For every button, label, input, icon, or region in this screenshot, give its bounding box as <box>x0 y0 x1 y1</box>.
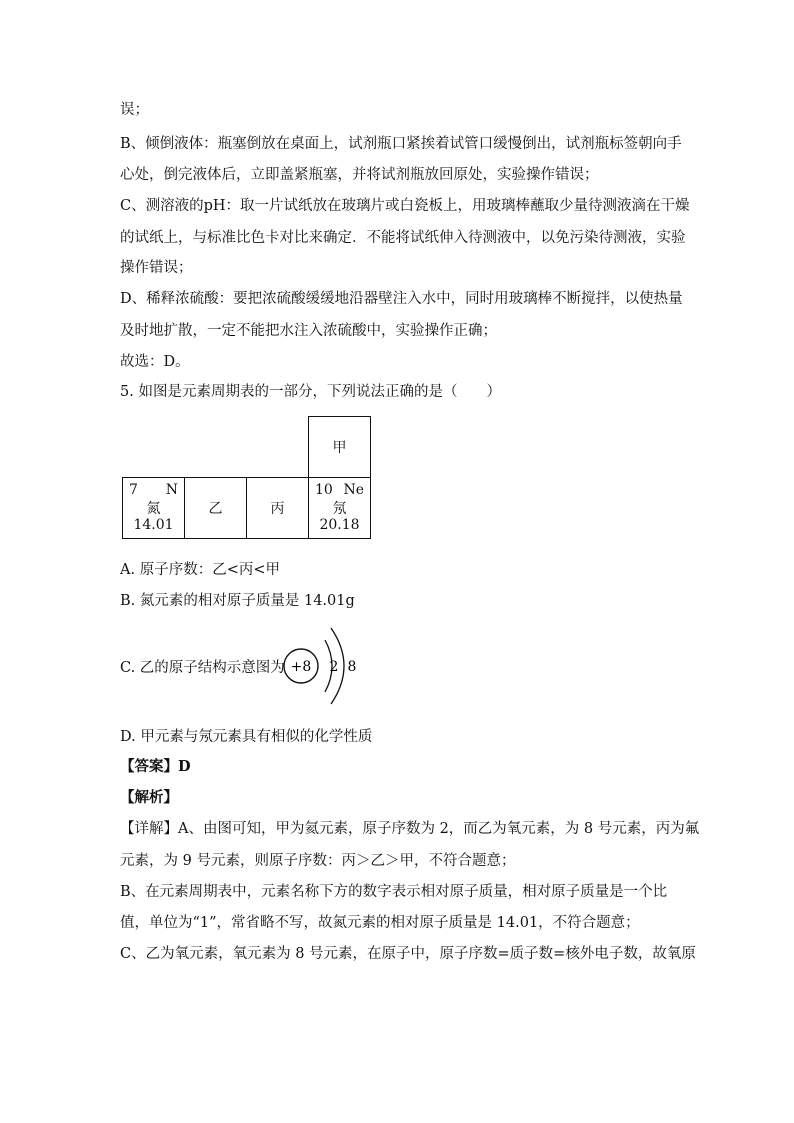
neon-number: 10 <box>315 482 333 498</box>
answer: 【答案】D <box>120 758 191 775</box>
explain-line-5: C、乙为氧元素，氧元素为 8 号元素，在原子中，原子序数=质子数=核外电子数，故氧原 <box>120 946 696 962</box>
cell-neon <box>309 478 371 539</box>
option-a: A. 原子序数：乙<丙<甲 <box>120 562 280 578</box>
option-d: D. 甲元素与氖元素具有相似的化学性质 <box>120 729 373 745</box>
neon-symbol: Ne <box>343 482 364 498</box>
periodic-table-fragment <box>122 416 371 539</box>
explain-line-2: 元素，为 9 号元素，则原子序数：丙＞乙＞甲，不符合题意； <box>120 853 516 869</box>
line-7: D、稀释浓硫酸：要把浓硫酸缓缓地沿器壁注入水中，同时用玻璃棒不断搅拌，以使热量 <box>120 291 683 307</box>
line-8: 及时地扩散，一定不能把水注入浓硫酸中，实验操作正确； <box>120 323 497 339</box>
line-5: 的试纸上，与标准比色卡对比来确定．不能将试纸伸入待测液中，以免污染待测液，实验 <box>120 230 686 246</box>
cell-jia: 甲 <box>309 417 371 478</box>
nitrogen-mass: 14.01 <box>133 517 174 533</box>
line-2: B、倾倒液体：瓶塞倒放在桌面上，试剂瓶口紧挨着试管口缓慢倒出，试剂瓶标签朝向手 <box>120 136 682 152</box>
option-b: B. 氮元素的相对原子质量是 14.01g <box>120 593 355 609</box>
line-9: 故选：D。 <box>120 354 190 370</box>
cell-yi: 乙 <box>185 478 247 539</box>
nitrogen-number: 7 <box>129 482 138 498</box>
nucleus-charge: +8 <box>290 659 312 675</box>
line-6: 操作错误； <box>120 260 193 276</box>
nitrogen-symbol: N <box>165 482 178 498</box>
analysis-heading: 【解析】 <box>120 789 178 806</box>
shell-2-electrons: 8 <box>347 659 357 675</box>
neon-name: 氖 <box>332 501 347 517</box>
neon-mass: 20.18 <box>319 517 360 533</box>
shell-1-electrons: 2 <box>329 659 339 675</box>
question-stem: 5. 如图是元素周期表的一部分，下列说法正确的是（ ） <box>120 384 501 400</box>
line-4: C、测溶液的pH：取一片试纸放在玻璃片或白瓷板上，用玻璃棒蘸取少量待测液滴在干燥 <box>120 198 690 214</box>
nitrogen-name: 氮 <box>146 501 161 517</box>
atom-structure-diagram <box>279 624 369 708</box>
cell-bing: 丙 <box>247 478 309 539</box>
line-3: 心处，倒完液体后，立即盖紧瓶塞，并将试剂瓶放回原处，实验操作错误； <box>120 167 599 183</box>
explain-line-1: 【详解】A、由图可知，甲为氦元素，原子序数为 2，而乙为氧元素，为 8 号元素，丙为氟 <box>120 821 700 837</box>
explain-line-3: B、在元素周期表中，元素名称下方的数字表示相对原子质量，相对原子质量是一个比 <box>120 884 668 900</box>
cell-nitrogen <box>123 478 185 539</box>
explain-line-4: 值，单位为“1”，常省略不写，故氮元素的相对原子质量是 14.01，不符合题意； <box>120 915 640 931</box>
line-1: 误； <box>120 102 149 118</box>
option-c: C. 乙的原子结构示意图为 <box>120 660 285 676</box>
